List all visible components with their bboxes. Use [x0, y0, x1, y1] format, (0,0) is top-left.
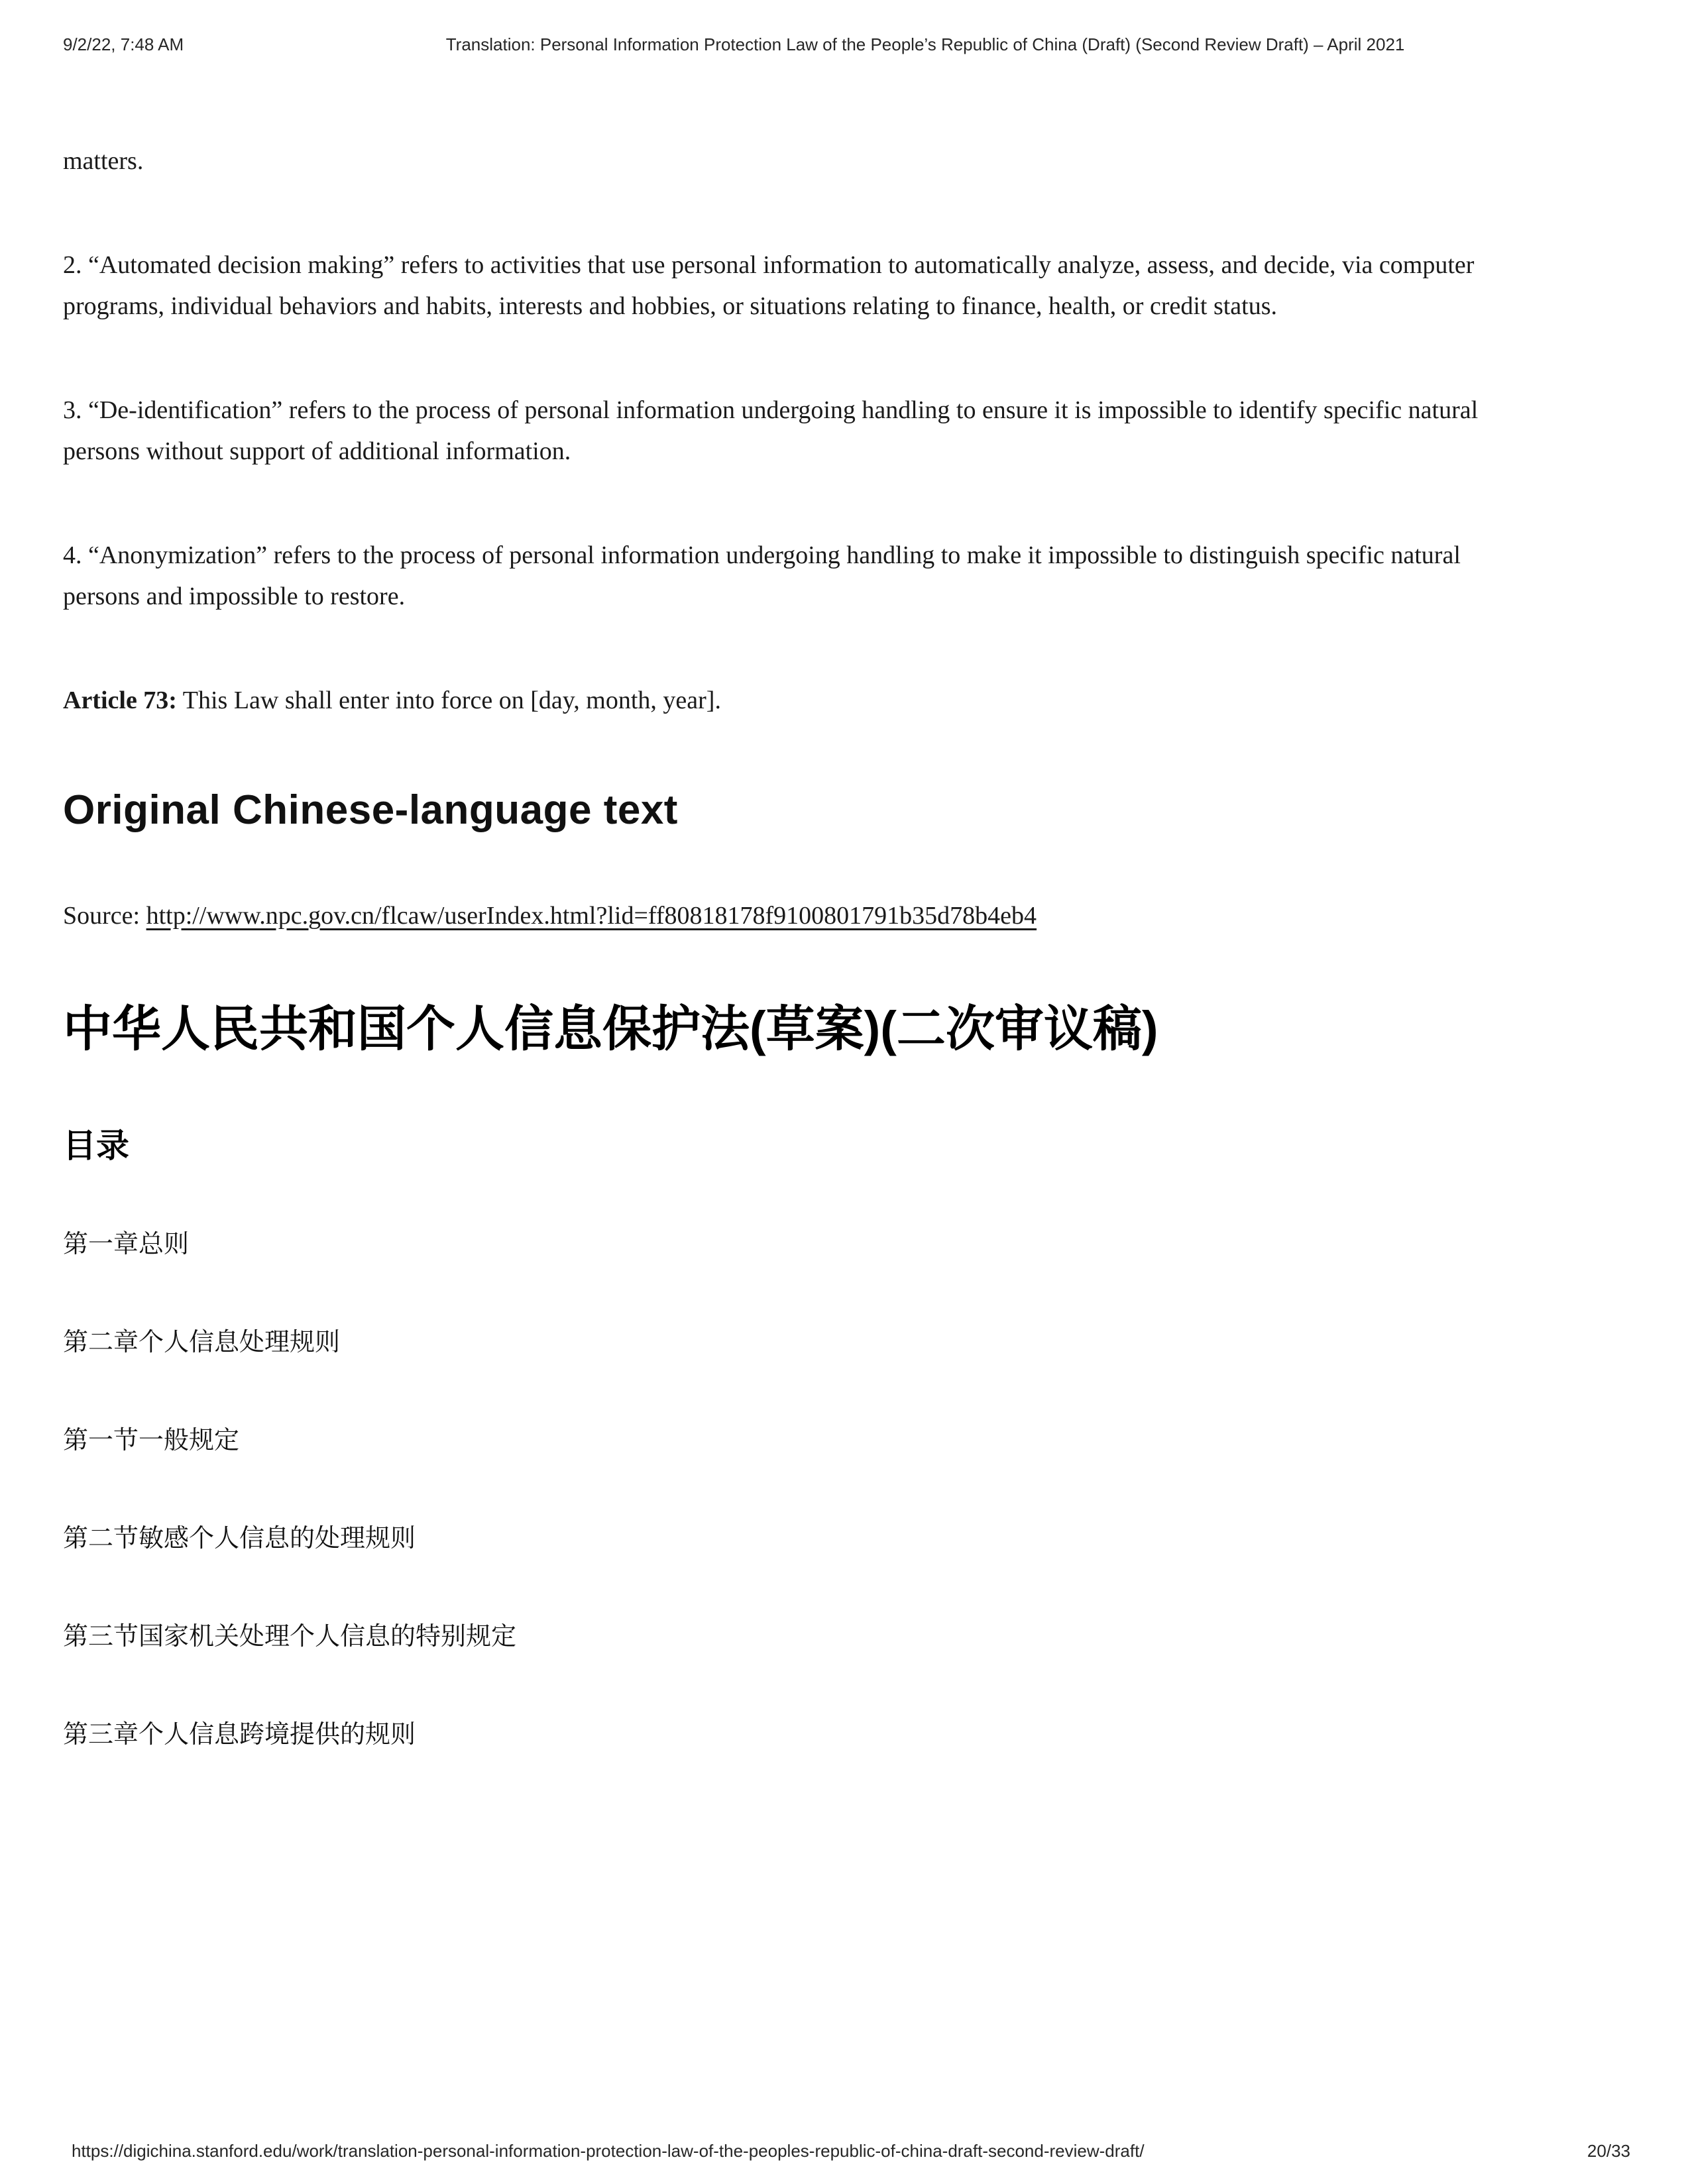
source-label: Source:	[63, 902, 146, 930]
source-line	[63, 895, 1538, 936]
print-page-number: 20/33	[1587, 2141, 1630, 2161]
chinese-law-title: 中华人民共和国个人信息保护法(草案)(二次审议稿)	[63, 1001, 1158, 1056]
toc-item-section-1: 第一节一般规定	[63, 1427, 240, 1454]
article-73-text: This Law shall enter into force on [day, month, year].	[176, 686, 721, 714]
section-heading-original-chinese: Original Chinese-language text	[63, 787, 678, 833]
print-footer	[72, 2141, 1630, 2161]
document-body	[63, 140, 1538, 1816]
article-73-label: Article 73:	[63, 686, 177, 714]
source-url-link[interactable]: http://www.npc.gov.cn/flcaw/userIndex.html?lid=ff80818178f9100801791b35d78b4eb4	[146, 902, 1037, 930]
print-footer-url: https://digichina.stanford.edu/work/translation-personal-information-protection-law-of-the-peoples-republic-of-china-draft-second-review-draft/	[72, 2141, 1145, 2161]
toc-item-chapter-1: 第一章总则	[63, 1230, 190, 1258]
paragraph-de-identification: 3. “De-identification” refers to the process of personal information undergoing handling to ensure it is impossible to identify specific natural persons without support of additional information.	[63, 396, 1479, 465]
paragraph-matters: matters.	[63, 147, 144, 175]
print-header	[63, 34, 1627, 55]
paragraph-anonymization: 4. “Anonymization” refers to the process of personal information undergoing handling to make it impossible to distinguish specific natural persons and impossible to restore.	[63, 541, 1461, 610]
toc-heading: 目录	[63, 1127, 129, 1164]
print-document-title: Translation: Personal Information Protection Law of the People’s Republic of China (Draft) (Second Review Draft) – April 2021	[445, 34, 1405, 54]
toc-item-section-3: 第三节国家机关处理个人信息的特别规定	[63, 1623, 517, 1651]
print-timestamp: 9/2/22, 7:48 AM	[63, 34, 184, 54]
paragraph-automated-decision-making: 2. “Automated decision making” refers to activities that use personal information to automatically analyze, assess, and decide, via computer programs, individual behaviors and habits, interests and hobbies, or situations relating to finance, health, or credit status.	[63, 251, 1475, 320]
toc-item-chapter-2: 第二章个人信息处理规则	[63, 1329, 341, 1356]
toc-item-section-2: 第二节敏感个人信息的处理规则	[63, 1525, 416, 1553]
paragraph-article-73	[63, 680, 1538, 721]
toc-item-chapter-3: 第三章个人信息跨境提供的规则	[63, 1721, 416, 1749]
